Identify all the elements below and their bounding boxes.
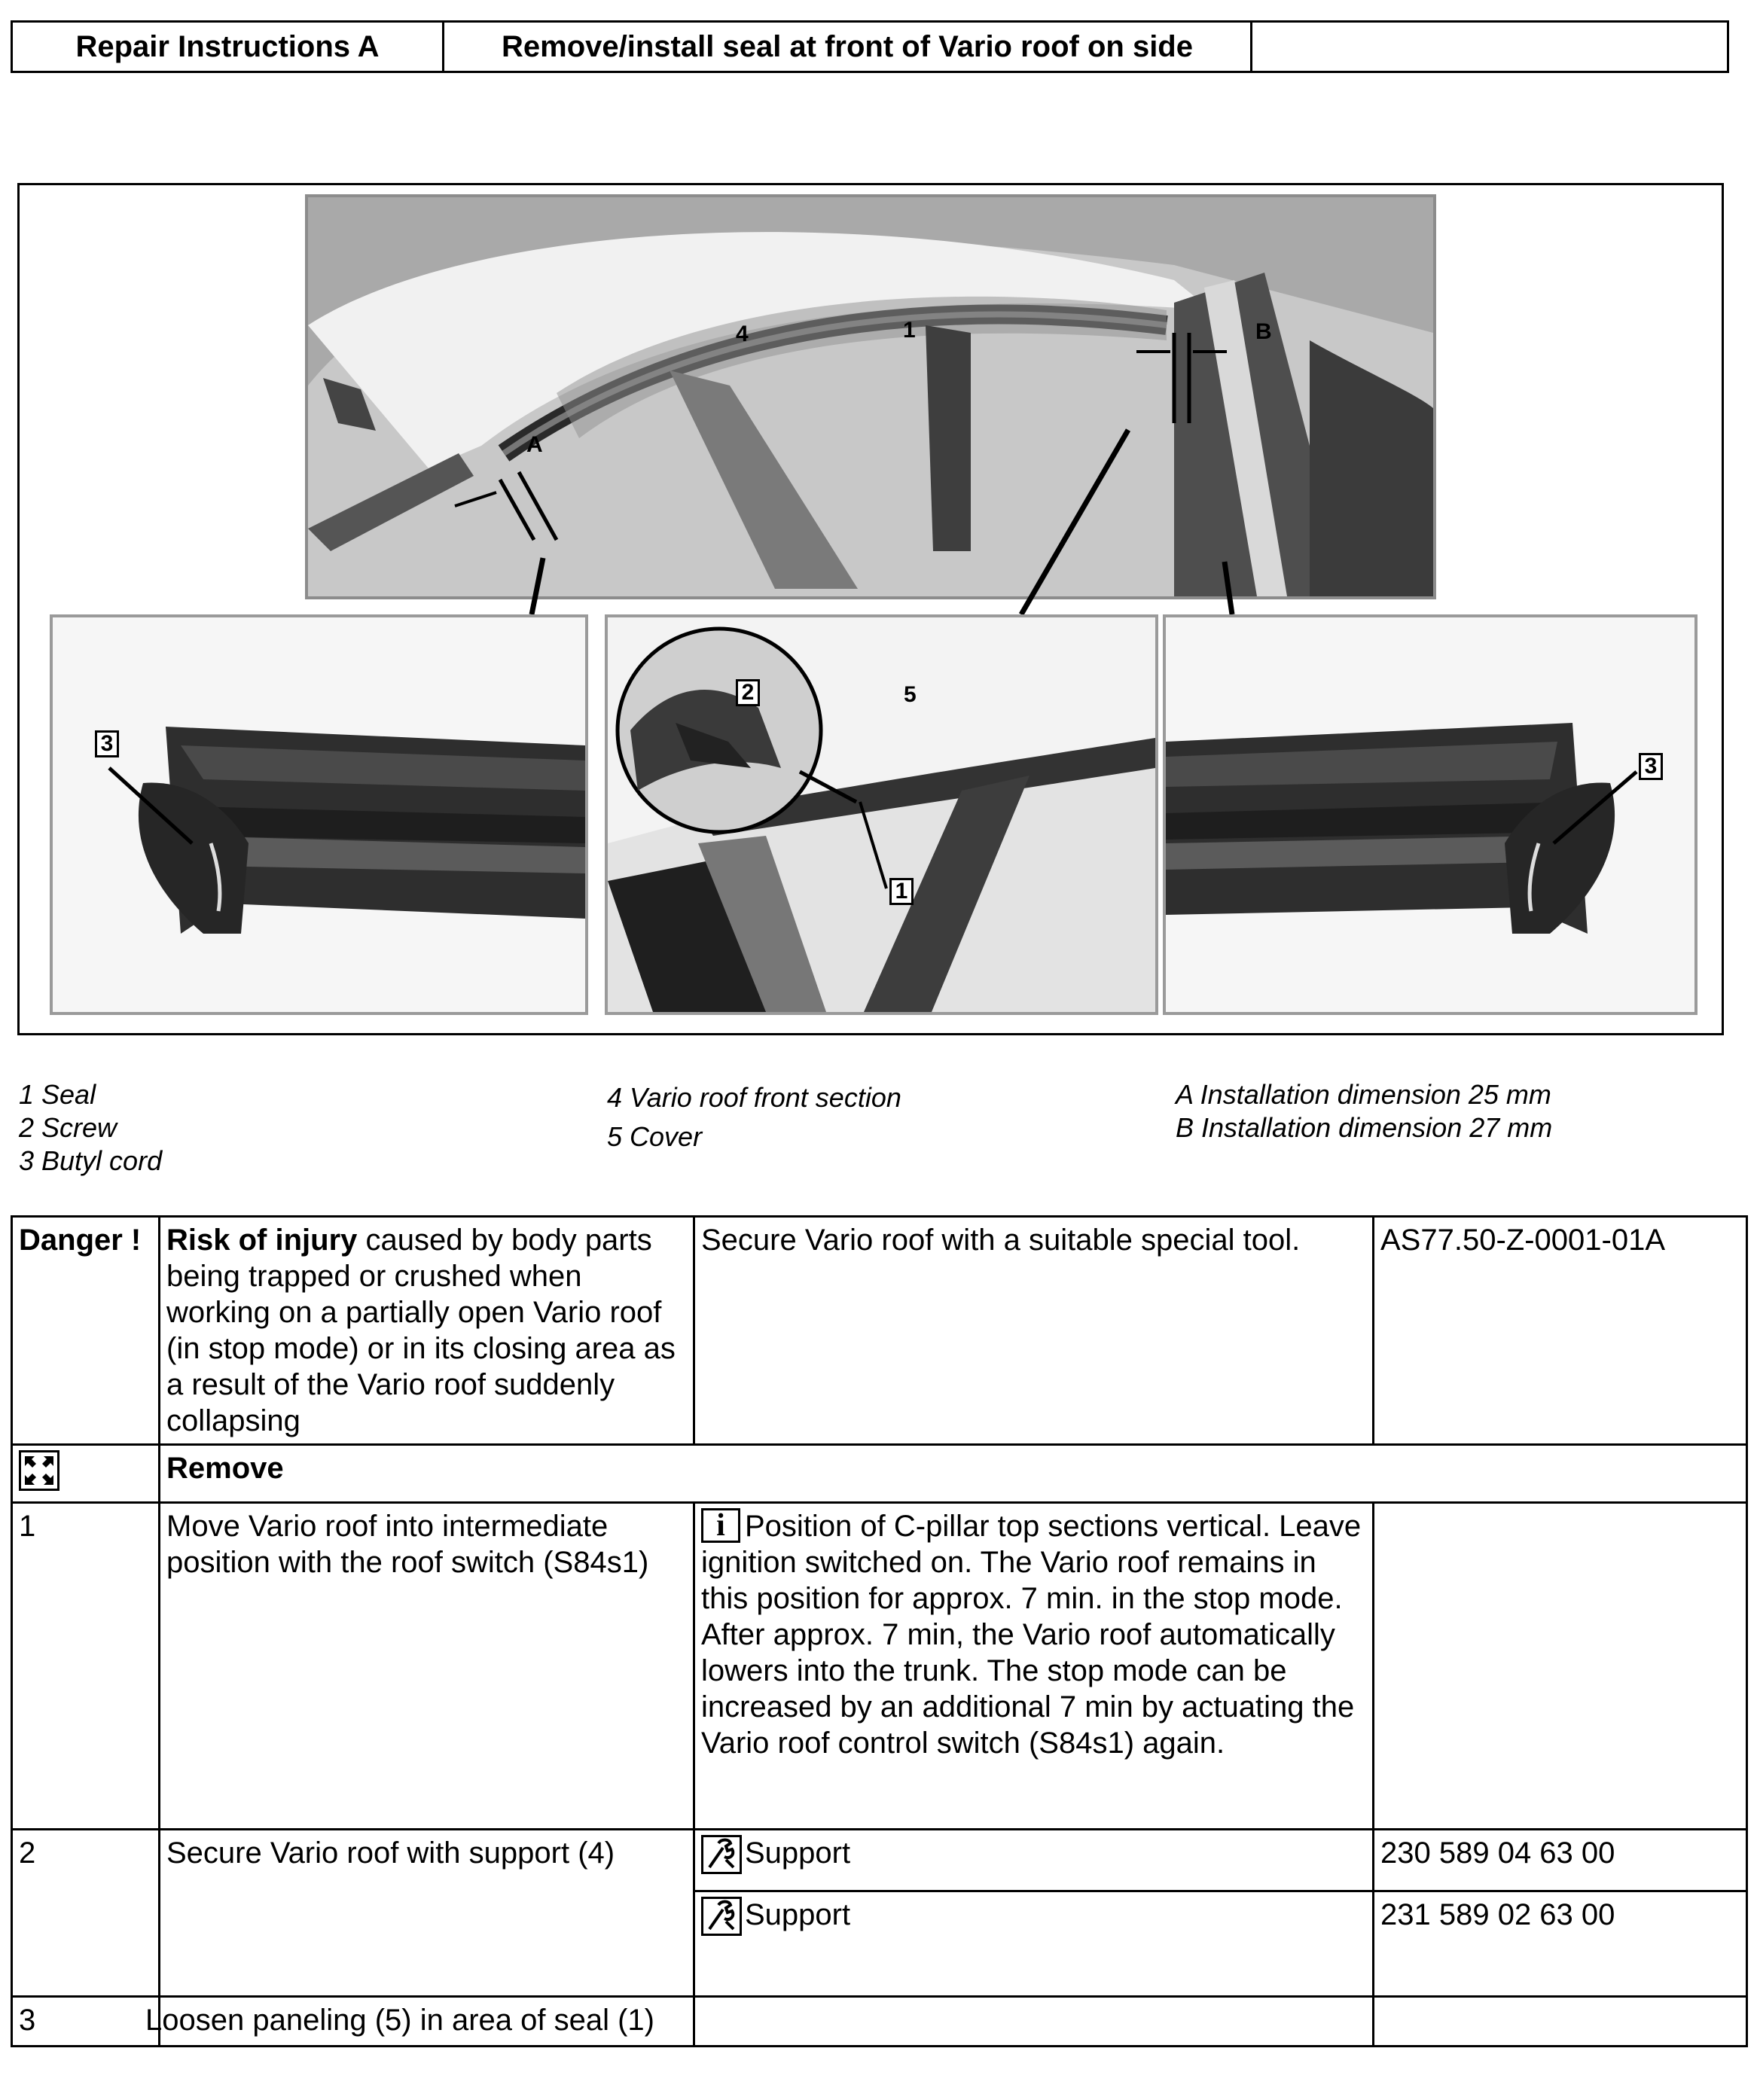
legend-item-cover: 5 Cover xyxy=(607,1121,703,1152)
callout-2-screw: 2 xyxy=(736,679,760,706)
step-2-tool-2 xyxy=(694,1891,1374,1997)
step-1-instruction: Move Vario roof into intermediate position with the roof switch (S84s1) xyxy=(160,1503,694,1830)
callout-3-butyl-cord-left: 3 xyxy=(95,730,119,757)
legend-item-seal: 1 Seal xyxy=(19,1079,96,1110)
header-title: Remove/install seal at front of Vario roof on side xyxy=(444,23,1252,71)
danger-bold-text: Risk of injury xyxy=(166,1224,358,1257)
step-1-reference xyxy=(1374,1503,1747,1830)
step-2-tool-1-part-number[interactable]: 230 589 04 63 00 xyxy=(1374,1830,1747,1891)
callout-3-butyl-cord-right: 3 xyxy=(1639,753,1663,780)
legend-item-butyl-cord: 3 Butyl cord xyxy=(19,1145,163,1176)
step-3-row xyxy=(12,1997,1747,2047)
callout-1-seal-detail: 1 xyxy=(889,878,914,905)
remove-icon xyxy=(19,1450,59,1491)
header-repair-instructions: Repair Instructions A xyxy=(13,23,444,71)
danger-action: Secure Vario roof with a suitable special tool. xyxy=(694,1217,1374,1445)
callout-5-cover: 5 xyxy=(904,682,917,707)
seal-right-end-drawing xyxy=(1166,617,1694,1012)
legend-column-3 xyxy=(1176,1078,1552,1144)
danger-description xyxy=(160,1217,694,1445)
step-1-number: 1 xyxy=(12,1503,160,1830)
step-2-tool-1 xyxy=(694,1830,1374,1891)
seal-left-end-detail-image xyxy=(50,614,588,1015)
instruction-steps-table xyxy=(11,1215,1748,2047)
seal-right-end-detail-image xyxy=(1163,614,1698,1015)
step-2-number: 2 xyxy=(12,1830,160,1997)
cover-screw-detail-image xyxy=(605,614,1158,1015)
step-2-row xyxy=(12,1830,1747,1891)
step-2-instruction: Secure Vario roof with support (4) xyxy=(160,1830,694,1997)
step-2-tool-1-label: Support xyxy=(745,1836,851,1870)
danger-label: Danger ! xyxy=(12,1217,160,1445)
step-1-row xyxy=(12,1503,1747,1830)
callout-b-dimension: B xyxy=(1255,319,1272,344)
special-tool-icon xyxy=(701,1835,742,1874)
step-1-note-text: Position of C-pillar top sections vertical. Leave ignition switched on. The Vario roof remains in this position for approx. 7 min. in the stop mode. After approx. 7 min, the Vario roof automatically lowers into the trunk. The stop mode can be increased by an additional 7 min by actuating the Vario roof control switch (S84s1) again. xyxy=(701,1510,1362,1760)
callout-1-seal: 1 xyxy=(903,318,916,343)
danger-row xyxy=(12,1217,1747,1445)
special-tool-icon xyxy=(701,1897,742,1936)
legend-item-vario-roof-front-section: 4 Vario roof front section xyxy=(607,1082,901,1113)
seal-left-end-drawing xyxy=(53,617,585,1012)
danger-text: caused by body parts being trapped or crushed when working on a partially open Vario roof (in stop mode) or in its closing area as a result of the Vario roof suddenly collapsing xyxy=(166,1224,676,1437)
remove-icon-cell xyxy=(12,1445,160,1503)
illustration-figure xyxy=(17,183,1724,1035)
step-2-tool-2-label: Support xyxy=(745,1898,851,1931)
legend-item-dimension-a: A Installation dimension 25 mm xyxy=(1176,1079,1551,1110)
remove-heading: Remove xyxy=(160,1445,1747,1503)
step-3-instruction: Loosen paneling (5) in area of seal (1) xyxy=(145,1997,679,2047)
legend-column-2 xyxy=(607,1078,901,1157)
legend-column-1 xyxy=(19,1078,162,1178)
step-3-number: 3 xyxy=(12,1997,160,2047)
danger-reference[interactable]: AS77.50-Z-0001-01A xyxy=(1374,1217,1747,1445)
step-3-reference xyxy=(1374,1997,1747,2047)
legend-item-screw: 2 Screw xyxy=(19,1112,117,1143)
remove-section-row xyxy=(12,1445,1747,1503)
callout-a-dimension: A xyxy=(526,432,543,457)
legend-item-dimension-b: B Installation dimension 27 mm xyxy=(1176,1112,1553,1143)
step-3-note xyxy=(694,1997,1374,2047)
info-icon: i xyxy=(701,1508,740,1543)
step-1-note xyxy=(694,1503,1374,1830)
callout-4-roof-front-section: 4 xyxy=(736,322,749,346)
cover-screw-drawing xyxy=(608,617,1155,1012)
header-empty-cell xyxy=(1252,23,1727,71)
document-header xyxy=(11,20,1729,73)
step-2-tool-2-part-number[interactable]: 231 589 02 63 00 xyxy=(1374,1891,1747,1997)
